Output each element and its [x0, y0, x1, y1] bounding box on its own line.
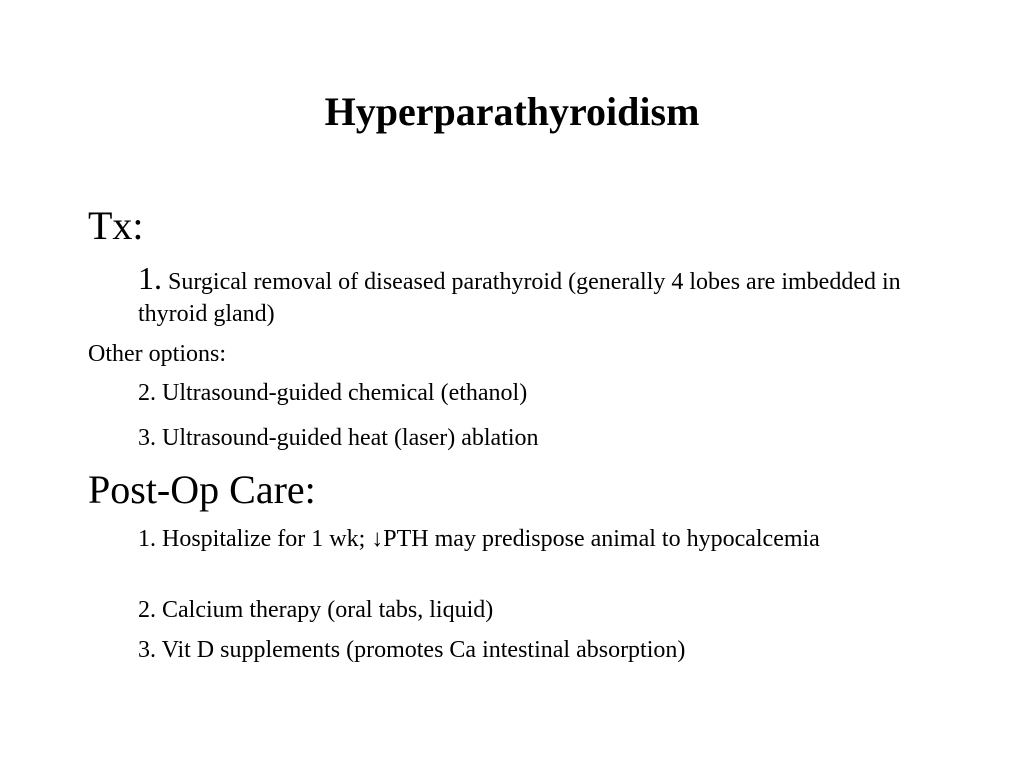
other-options-heading: Other options: [88, 341, 226, 367]
tx-item-1 [138, 262, 968, 330]
tx-item-1-number: 1. [138, 260, 162, 296]
post-op-heading: Post-Op Care: [88, 467, 316, 512]
tx-item-1-text: Surgical removal of diseased parathyroid (generally 4 lobes are imbedded in thyroid gland) [138, 269, 901, 327]
post-op-item-1: 1. Hospitalize for 1 wk; ↓PTH may predispose animal to hypocalcemia [138, 526, 820, 552]
other-options-item-3: 3. Ultrasound-guided heat (laser) ablation [138, 425, 539, 451]
tx-heading: Tx: [88, 203, 144, 248]
post-op-item-3: 3. Vit D supplements (promotes Ca intestinal absorption) [138, 637, 686, 663]
other-options-item-2: 2. Ultrasound-guided chemical (ethanol) [138, 380, 528, 406]
post-op-item-2: 2. Calcium therapy (oral tabs, liquid) [138, 597, 494, 623]
slide-title: Hyperparathyroidism [324, 89, 700, 134]
